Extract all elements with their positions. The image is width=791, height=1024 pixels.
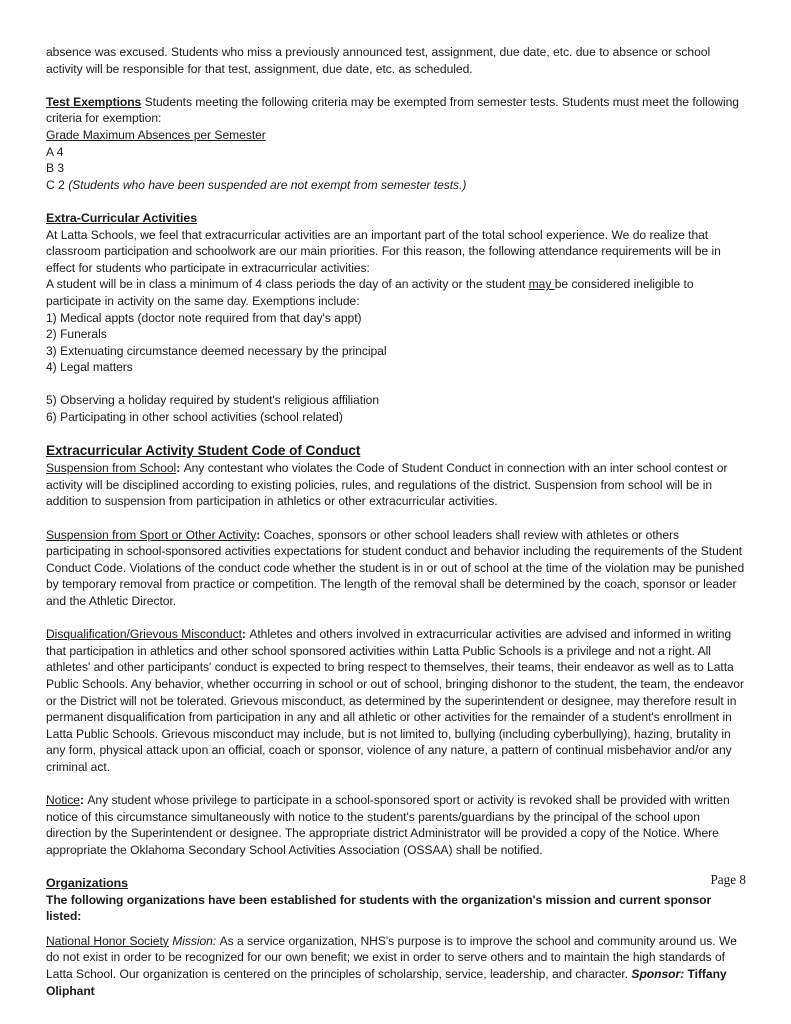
extra-curricular-paragraph-2-part-1: A student will be in class a minimum of 4 class periods the day of an activity or the student bbox=[46, 277, 529, 292]
spacer bbox=[46, 859, 746, 876]
spacer bbox=[46, 376, 746, 393]
test-exemption-row-c bbox=[46, 177, 746, 194]
disqualification-body: Athletes and others involved in extracurricular activities are advised and informed in writing that participation in athletics and other school sponsored activities within Latta Public Schools is a privilege and not a right. All athletes' and other participants' conduct is expected to bring respect to themselves, their teams, their endeavor as well as to Latta Public Schools. Any behavior, whether occurring in school or out of school, bringing dishonor to the student, the team, the endeavor or the District will not be tolerated. Grievous misconduct, as determined by the superintendent or designee, may therefore result in permanent disqualification from participation in any and all athletic or other activities for the remainder of a student's enrollment in Latta Public Schools. Grievous misconduct may include, but is not limited to, bullying (including cyberbullying), hazing, brutality in any form, physical attack upon an official, coach or sponsor, violence of any nature, a pattern of continual misbehavior and/or any criminal act. bbox=[46, 627, 744, 774]
notice-body: Any student whose privilege to participate in a school-sponsored sport or activity is revoked shall be provided with written notice of this circumstance simultaneously with notice to the student's parents/guardians by the principal of the school upon direction by the Superintendent or designee. The appropriate district Administrator will be provided a copy of the Notice. Where appropriate the Oklahoma Secondary School Activities Association (OSSAA) shall be notified. bbox=[46, 793, 730, 857]
disqualification-separator: : bbox=[241, 627, 250, 642]
national-honor-society-mission-label: Mission: bbox=[168, 933, 220, 948]
suspension-from-school-label: Suspension from School bbox=[46, 461, 177, 476]
suspension-from-sport-separator: : bbox=[256, 527, 264, 542]
national-honor-society-sponsor-label: Sponsor: bbox=[631, 967, 688, 982]
organizations-heading: Organizations bbox=[46, 876, 128, 891]
grade-b-value: B 3 bbox=[46, 161, 65, 176]
extra-curricular-may-emphasis: may bbox=[528, 277, 555, 292]
continued-paragraph bbox=[46, 44, 746, 77]
extra-curricular-paragraph-2 bbox=[46, 276, 746, 309]
test-exemptions-heading: Test Exemptions bbox=[46, 94, 142, 109]
grade-a-value: A 4 bbox=[46, 144, 64, 159]
extra-curricular-paragraph-2-part-2: be considered ineligible to participate in activity on the same day. Exemptions include: bbox=[46, 277, 694, 308]
extra-curricular-paragraph-1: At Latta Schools, we feel that extracurricular activities are an important part of the total school experience. We do realize that classroom participation and schoolwork are our main priorities. For this reason, the following attendance requirements will be in effect for students who participate in extracurricular activities: bbox=[46, 227, 721, 275]
document-body bbox=[46, 44, 746, 999]
national-honor-society-mission-text: As a service organization, NHS's purpose is to improve the school and community around us. We do not exist in order to be recognized for our own benefit; we exist in order to serve others and to maintain the high standards of Latta School. Our organization is centered on the principles of scholarship, service, leadership, and character. bbox=[46, 933, 737, 982]
spacer bbox=[46, 610, 746, 627]
spacer bbox=[46, 776, 746, 793]
page-number: Page 8 bbox=[710, 872, 746, 887]
test-exemptions-body: Students meeting the following criteria may be exempted from semester tests. Students must meet the following criteria for exemption: bbox=[46, 94, 739, 126]
notice-label: Notice bbox=[46, 793, 80, 808]
spacer bbox=[46, 925, 746, 933]
continued-paragraph-line-1: absence was excused. Students who miss a previously announced test, assignment, due date, etc. due to absence or school activity bbox=[46, 45, 711, 76]
test-exemptions-paragraph bbox=[46, 94, 746, 127]
notice-separator: : bbox=[79, 793, 88, 808]
exemption-item-6: 6) Participating in other school activities (school related) bbox=[46, 410, 343, 425]
organizations-intro: The following organizations have been established for students with the organization's mission and current sponsor listed: bbox=[46, 892, 712, 924]
extra-curricular-activities-heading: Extra-Curricular Activities bbox=[46, 210, 198, 225]
suspension-from-sport-paragraph bbox=[46, 527, 746, 610]
national-honor-society-name: National Honor Society bbox=[46, 933, 169, 948]
grade-c-value: C 2 bbox=[46, 177, 69, 192]
test-exemptions-table-header bbox=[46, 127, 746, 144]
exemption-item-3: 3) Extenuating circumstance deemed necessary by the principal bbox=[46, 343, 387, 358]
suspension-from-sport-body: Coaches, sponsors or other school leaders shall review with athletes or others participating in school-sponsored activities expectations for student conduct and behavior including the requirements of the Student Conduct Code. Violations of the conduct code whether the student is in or out of school at the time of the violation may be punished by temporary removal from practice or competition. The length of the removal shall be determined by the coach, sponsor or leader and the Athletic Director. bbox=[46, 527, 745, 608]
organization-entry-national-honor-society bbox=[46, 933, 746, 999]
national-honor-society-sponsor-name: Tiffany Oliphant bbox=[46, 967, 727, 998]
suspension-from-sport-label: Suspension from Sport or Other Activity bbox=[46, 527, 257, 542]
spacer bbox=[46, 510, 746, 527]
test-exemption-row-a bbox=[46, 144, 746, 161]
suspension-from-school-paragraph bbox=[46, 460, 746, 510]
grade-c-note: (Students who have been suspended are not exempt from semester tests.) bbox=[68, 177, 467, 192]
spacer bbox=[46, 77, 746, 94]
grade-absences-header-label: Grade Maximum Absences per Semester bbox=[46, 127, 266, 142]
disqualification-label: Disqualification/Grievous Misconduct bbox=[46, 627, 242, 642]
continued-paragraph-line-2: will be responsible for that test, assignment, due date, etc. as scheduled. bbox=[85, 61, 473, 76]
disqualification-paragraph bbox=[46, 626, 746, 775]
spacer bbox=[46, 426, 746, 443]
exemption-item-5: 5) Observing a holiday required by student's religious affiliation bbox=[46, 393, 380, 408]
exemption-item-4: 4) Legal matters bbox=[46, 360, 133, 375]
test-exemption-row-b bbox=[46, 160, 746, 177]
spacer bbox=[46, 193, 746, 210]
exemption-item-2: 2) Funerals bbox=[46, 327, 107, 342]
suspension-from-school-separator: : bbox=[176, 461, 184, 476]
notice-paragraph bbox=[46, 792, 746, 858]
exemption-item-1: 1) Medical appts (doctor note required from that day's appt) bbox=[46, 310, 362, 325]
code-of-conduct-heading: Extracurricular Activity Student Code of Conduct bbox=[46, 443, 361, 459]
suspension-from-school-body: Any contestant who violates the Code of Student Conduct in connection with an inter school contest or activity will be disciplined according to existing policies, rules, and regulations of the district. Suspension from school will be in addition to suspension from participation in athletics or other extracurricular activities. bbox=[46, 461, 728, 509]
